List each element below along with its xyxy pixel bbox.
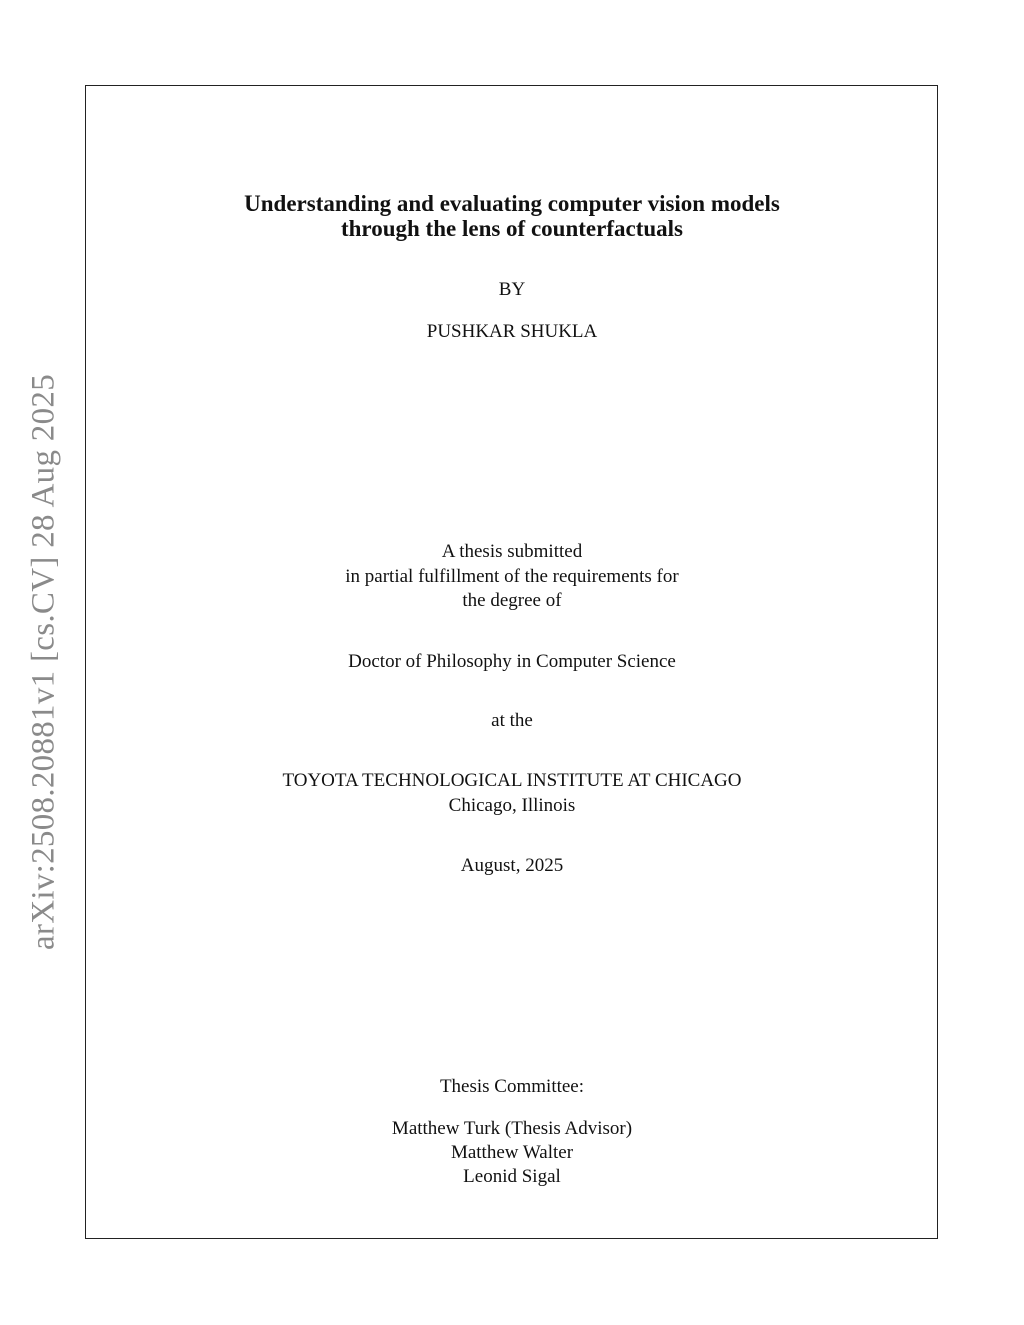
committee-member: Leonid Sigal bbox=[463, 1166, 561, 1187]
by-label: BY bbox=[498, 279, 526, 300]
thesis-title-line-1: Understanding and evaluating computer vision models bbox=[244, 191, 780, 216]
committee-member-advisor: Matthew Turk (Thesis Advisor) bbox=[391, 1118, 633, 1139]
degree-name: Doctor of Philosophy in Computer Science bbox=[348, 651, 676, 672]
committee-heading: Thesis Committee: bbox=[439, 1076, 585, 1097]
at-the-label: at the bbox=[491, 710, 533, 731]
author-name: PUSHKAR SHUKLA bbox=[426, 321, 598, 342]
submission-statement-line-2: in partial fulfillment of the requirements for bbox=[345, 566, 679, 587]
submission-statement-line-1: A thesis submitted bbox=[441, 541, 583, 562]
committee-member: Matthew Walter bbox=[450, 1142, 574, 1163]
institution-name: TOYOTA TECHNOLOGICAL INSTITUTE AT CHICAGO bbox=[282, 770, 742, 791]
institution-location: Chicago, Illinois bbox=[448, 795, 576, 816]
arxiv-identifier-stamp: arXiv:2508.20881v1 [cs.CV] 28 Aug 2025 bbox=[25, 373, 62, 951]
submission-date: August, 2025 bbox=[460, 855, 564, 876]
submission-statement-line-3: the degree of bbox=[462, 590, 562, 611]
thesis-title-line-2: through the lens of counterfactuals bbox=[340, 216, 683, 241]
